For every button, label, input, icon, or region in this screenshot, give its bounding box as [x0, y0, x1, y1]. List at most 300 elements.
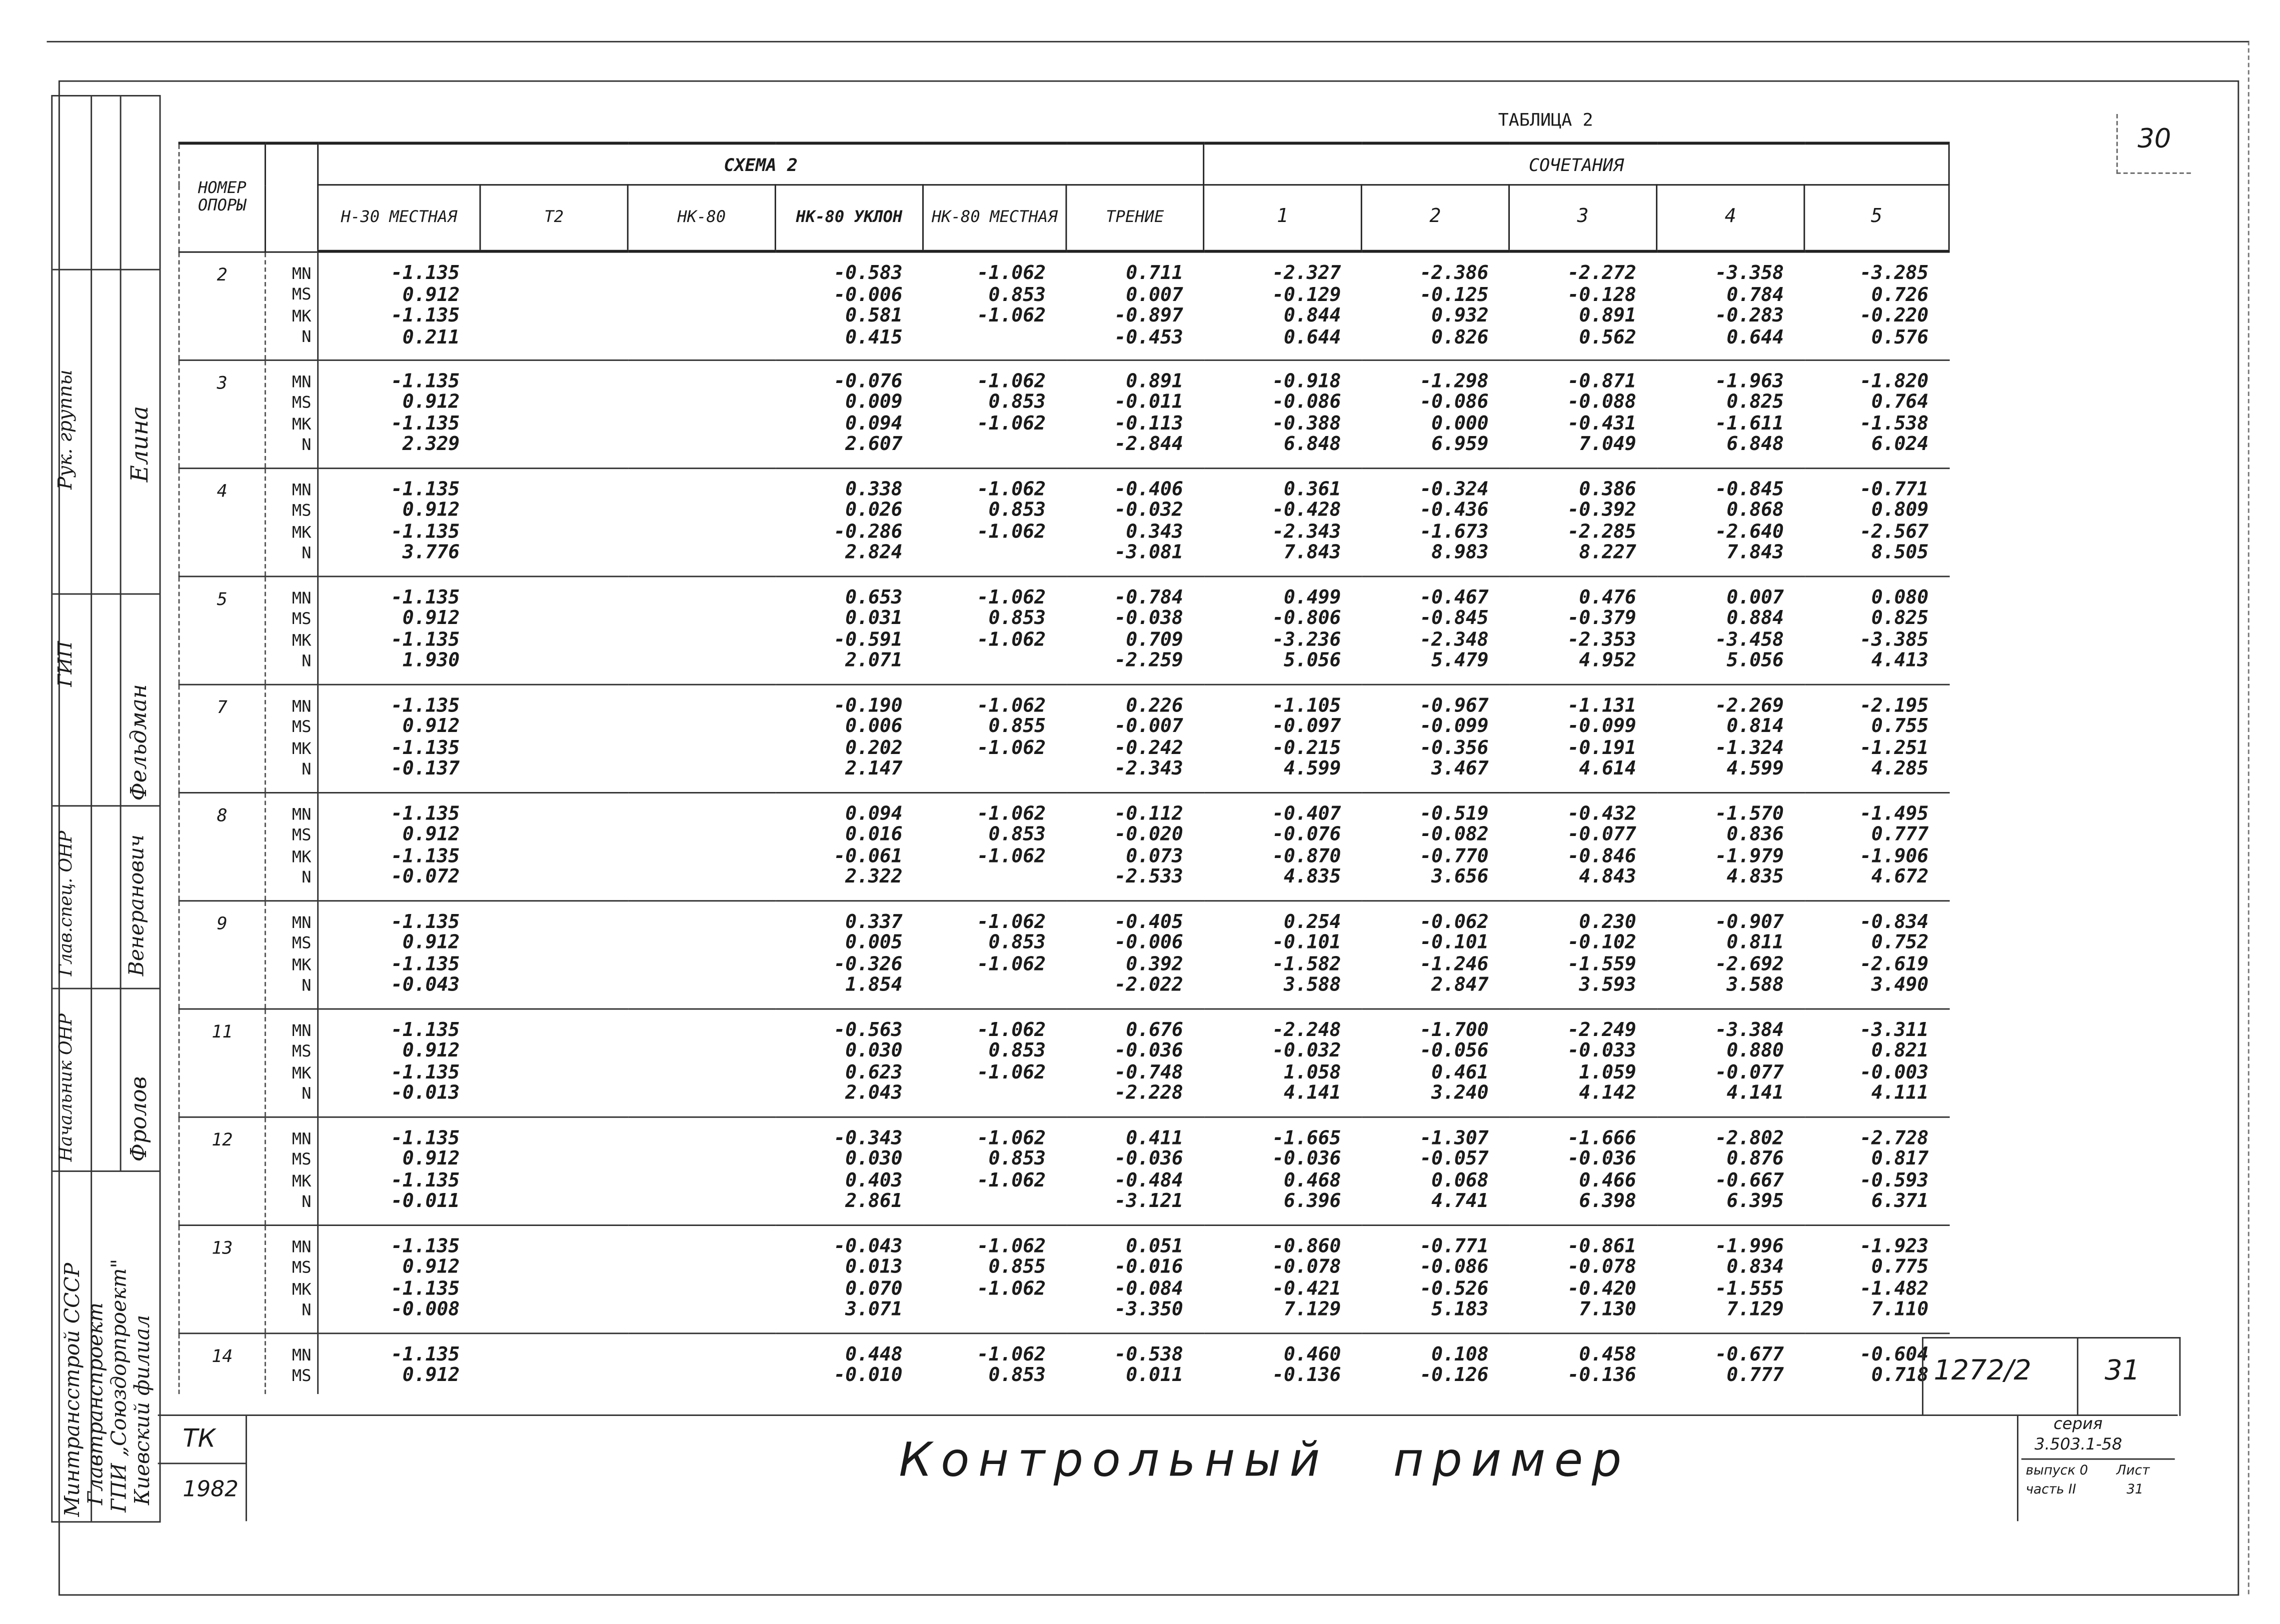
value: -3.121 — [1114, 1190, 1183, 1213]
value — [628, 307, 775, 328]
value-cell — [775, 1116, 923, 1224]
load-labels — [265, 1116, 318, 1224]
value — [628, 1150, 775, 1171]
value-cell — [923, 792, 1066, 900]
role-chief-engineer: ГИП — [56, 641, 78, 687]
value: -0.056 — [1420, 1040, 1489, 1062]
value: -0.057 — [1420, 1148, 1489, 1170]
value — [628, 544, 775, 564]
value — [628, 1237, 775, 1258]
table-row — [179, 1008, 1949, 1116]
value: -0.011 — [391, 1190, 460, 1213]
value: -0.356 — [1420, 737, 1489, 760]
load-labels — [265, 684, 318, 792]
value: 0.254 — [1284, 911, 1341, 934]
value-cell — [480, 1224, 628, 1332]
load-label: MN — [292, 1128, 312, 1148]
value: -1.298 — [1420, 370, 1489, 392]
value: 6.024 — [1871, 434, 1929, 456]
value: -0.519 — [1420, 802, 1489, 825]
value: 4.835 — [1726, 866, 1784, 888]
value: -0.016 — [1114, 1256, 1183, 1279]
value — [480, 912, 628, 934]
value: 0.031 — [845, 608, 903, 630]
value: -0.036 — [1567, 1148, 1636, 1170]
value: 0.411 — [1126, 1127, 1183, 1150]
value — [923, 544, 1066, 564]
value-cell — [1204, 1332, 1362, 1394]
value: -0.043 — [834, 1235, 903, 1258]
value: 0.581 — [845, 305, 903, 328]
value: 0.653 — [845, 586, 903, 609]
value: 0.912 — [402, 716, 460, 738]
value: -1.135 — [391, 737, 460, 760]
value: 0.876 — [1726, 1148, 1784, 1170]
value: -0.011 — [1114, 392, 1183, 414]
value-cell — [480, 360, 628, 468]
value-cell — [775, 684, 923, 792]
value: -1.135 — [391, 1344, 460, 1366]
value: -1.135 — [391, 1278, 460, 1300]
table-row — [179, 1116, 1949, 1224]
part-sheet: 31 — [2126, 1483, 2143, 1498]
value: 0.392 — [1126, 953, 1183, 976]
value: 0.007 — [1126, 284, 1183, 306]
column-header: 1 — [1204, 185, 1362, 252]
value: -2.343 — [1114, 758, 1183, 780]
value: -2.327 — [1272, 263, 1341, 285]
load-label: MN — [292, 1236, 312, 1256]
value: 6.395 — [1726, 1190, 1784, 1213]
value-cell — [1657, 900, 1804, 1008]
load-label: MN — [292, 912, 312, 932]
value: 0.576 — [1871, 326, 1929, 349]
value: 4.142 — [1579, 1082, 1636, 1105]
load-label: MS — [292, 393, 312, 412]
value: -0.242 — [1114, 737, 1183, 760]
value: 0.814 — [1726, 716, 1784, 738]
value: -1.820 — [1859, 370, 1929, 392]
value — [628, 372, 775, 393]
value: 0.013 — [845, 1256, 903, 1279]
value-cell — [1204, 1116, 1362, 1224]
value: -0.343 — [834, 1127, 903, 1150]
load-label: N — [302, 1084, 312, 1104]
value-cell — [1657, 792, 1804, 900]
value — [480, 1171, 628, 1192]
value: -0.036 — [1114, 1148, 1183, 1170]
value-cell — [1657, 468, 1804, 576]
value: -0.967 — [1420, 694, 1489, 717]
value: 2.329 — [402, 434, 460, 456]
value: 0.386 — [1579, 478, 1636, 500]
value: 3.588 — [1726, 974, 1784, 997]
value: -1.135 — [391, 1019, 460, 1042]
value: -2.386 — [1420, 263, 1489, 285]
value-cell — [1804, 1008, 1949, 1116]
value: 7.130 — [1579, 1299, 1636, 1321]
value: -1.307 — [1420, 1127, 1489, 1150]
value-cell — [1066, 684, 1204, 792]
value — [628, 1129, 775, 1150]
value: 3.071 — [845, 1299, 903, 1321]
value: -2.728 — [1859, 1127, 1929, 1150]
support-number: 2 — [179, 252, 265, 360]
value: 0.891 — [1579, 305, 1636, 328]
value-cell — [923, 684, 1066, 792]
value-cell — [1066, 1332, 1204, 1394]
load-label: MS — [292, 934, 312, 953]
value-cell — [480, 468, 628, 576]
value: -1.062 — [977, 305, 1046, 328]
load-label: MN — [292, 1020, 312, 1040]
value — [628, 652, 775, 672]
value: -0.125 — [1420, 284, 1489, 306]
value: -0.918 — [1272, 370, 1341, 392]
value — [480, 738, 628, 760]
value: -2.619 — [1859, 953, 1929, 976]
value: -0.526 — [1420, 1278, 1489, 1300]
value: -2.692 — [1715, 953, 1784, 976]
value — [480, 1192, 628, 1214]
value: 0.817 — [1871, 1148, 1929, 1170]
value: -0.086 — [1272, 392, 1341, 414]
value — [480, 955, 628, 976]
value: 0.026 — [845, 500, 903, 522]
value: 6.848 — [1726, 434, 1784, 456]
value: 1.059 — [1579, 1062, 1636, 1084]
value: 0.644 — [1284, 326, 1341, 349]
value-cell — [318, 468, 480, 576]
value: 7.110 — [1871, 1299, 1929, 1321]
load-label: MN — [292, 804, 312, 824]
load-label: N — [302, 1192, 312, 1212]
value: 0.361 — [1284, 478, 1341, 500]
column-header: 2 — [1361, 185, 1509, 252]
value: -1.062 — [977, 1278, 1046, 1300]
value — [628, 588, 775, 609]
value: 0.202 — [845, 737, 903, 760]
load-label: MS — [292, 717, 312, 736]
value: 0.623 — [845, 1062, 903, 1084]
value: -1.996 — [1715, 1235, 1784, 1258]
value: 0.415 — [845, 326, 903, 349]
value: -2.348 — [1420, 629, 1489, 651]
value: 6.371 — [1871, 1190, 1929, 1213]
value: -2.285 — [1567, 520, 1636, 543]
title-code: ТК — [183, 1424, 216, 1454]
value: 0.912 — [402, 824, 460, 846]
value: 0.094 — [845, 412, 903, 435]
value: -2.802 — [1715, 1127, 1784, 1150]
value: -0.062 — [1420, 911, 1489, 934]
value-cell — [480, 684, 628, 792]
value: -1.062 — [977, 694, 1046, 717]
value: 0.844 — [1284, 305, 1341, 328]
value-cell — [628, 684, 775, 792]
value: -1.665 — [1272, 1127, 1341, 1150]
value: -0.137 — [391, 758, 460, 780]
value: -0.084 — [1114, 1278, 1183, 1300]
load-label: N — [302, 652, 312, 671]
value: 0.006 — [845, 716, 903, 738]
value-cell — [1804, 1116, 1949, 1224]
support-number: 12 — [179, 1116, 265, 1224]
value: 0.016 — [845, 824, 903, 846]
value: -2.353 — [1567, 629, 1636, 651]
value-cell — [1204, 792, 1362, 900]
value-cell — [480, 252, 628, 360]
value-cell — [1509, 1008, 1656, 1116]
value: -0.583 — [834, 263, 903, 285]
value-cell — [923, 1116, 1066, 1224]
load-labels — [265, 468, 318, 576]
value: -1.963 — [1715, 370, 1784, 392]
org-glavtransproekt: Главтранспроект — [85, 1302, 109, 1506]
value-cell — [1509, 1116, 1656, 1224]
value: -1.062 — [977, 370, 1046, 392]
name-elina: Елина — [126, 406, 154, 482]
value-cell — [480, 900, 628, 1008]
value: 0.030 — [845, 1040, 903, 1062]
value: 6.396 — [1284, 1190, 1341, 1213]
value: 3.593 — [1579, 974, 1636, 997]
value: 7.129 — [1284, 1299, 1341, 1321]
value: 0.005 — [845, 932, 903, 954]
value: 0.030 — [845, 1148, 903, 1170]
value: -0.008 — [391, 1299, 460, 1321]
value: -1.105 — [1272, 694, 1341, 717]
value-cell — [1204, 252, 1362, 360]
value: 0.070 — [845, 1278, 903, 1300]
load-label: MN — [292, 696, 312, 716]
value: 0.912 — [402, 1040, 460, 1062]
value: 7.843 — [1284, 542, 1341, 564]
value: 0.912 — [402, 1364, 460, 1387]
value — [480, 393, 628, 414]
value: -1.906 — [1859, 845, 1929, 868]
value: -0.220 — [1859, 305, 1929, 328]
value-cell — [480, 792, 628, 900]
value: -0.072 — [391, 866, 460, 888]
value: -0.593 — [1859, 1170, 1929, 1192]
value: -0.392 — [1567, 500, 1636, 522]
value: 1.930 — [402, 650, 460, 672]
value — [923, 760, 1066, 781]
value-cell — [480, 1116, 628, 1224]
value — [480, 522, 628, 544]
series-label: серия — [2053, 1414, 2103, 1434]
value: -1.062 — [977, 911, 1046, 934]
value: 0.752 — [1871, 932, 1929, 954]
value: -1.135 — [391, 370, 460, 392]
value: -1.062 — [977, 586, 1046, 609]
value: -0.043 — [391, 974, 460, 997]
value-cell — [1361, 900, 1509, 1008]
value: -0.326 — [834, 953, 903, 976]
load-label: MN — [292, 264, 312, 283]
value-cell — [923, 252, 1066, 360]
value — [628, 1171, 775, 1192]
value: -1.611 — [1715, 412, 1784, 435]
value — [923, 436, 1066, 456]
load-label: MS — [292, 1042, 312, 1061]
value: -1.135 — [391, 263, 460, 285]
value-cell — [1066, 1224, 1204, 1332]
sheet-number: 31 — [2104, 1354, 2140, 1387]
value-cell — [318, 252, 480, 360]
value: -1.062 — [977, 1127, 1046, 1150]
value: -0.076 — [1272, 824, 1341, 846]
org-kiev-branch: Киевский филиал — [132, 1314, 155, 1506]
value: 0.853 — [988, 500, 1046, 522]
value: -0.036 — [1114, 1040, 1183, 1062]
value-cell — [628, 360, 775, 468]
value: -1.135 — [391, 953, 460, 976]
value: -0.013 — [391, 1082, 460, 1105]
value-cell — [480, 1008, 628, 1116]
table-row — [179, 252, 1949, 360]
value: -1.538 — [1859, 412, 1929, 435]
value: 0.834 — [1726, 1256, 1784, 1279]
value — [480, 480, 628, 501]
value: 0.932 — [1431, 305, 1489, 328]
value: -1.062 — [977, 953, 1046, 976]
value: 0.777 — [1726, 1364, 1784, 1387]
load-labels — [265, 252, 318, 360]
load-label: MK — [292, 306, 312, 326]
value — [480, 804, 628, 826]
value: 0.821 — [1871, 1040, 1929, 1062]
value: 4.599 — [1726, 758, 1784, 780]
value: -3.358 — [1715, 263, 1784, 285]
value: -0.388 — [1272, 412, 1341, 435]
value: -0.128 — [1567, 284, 1636, 306]
value-cell — [1066, 900, 1204, 1008]
value: -2.567 — [1859, 520, 1929, 543]
value: 2.322 — [845, 866, 903, 888]
value: -1.135 — [391, 305, 460, 328]
value: 4.111 — [1871, 1082, 1929, 1105]
value: 6.959 — [1431, 434, 1489, 456]
value-cell — [1066, 792, 1204, 900]
value-cell — [1804, 684, 1949, 792]
load-labels — [265, 576, 318, 684]
support-number: 7 — [179, 684, 265, 792]
value: 0.338 — [845, 478, 903, 500]
value: -0.784 — [1114, 586, 1183, 609]
load-label: MS — [292, 1150, 312, 1169]
value-cell — [1204, 468, 1362, 576]
value: -0.077 — [1567, 824, 1636, 846]
value: -0.003 — [1859, 1062, 1929, 1084]
value-cell — [1204, 900, 1362, 1008]
value: 0.000 — [1431, 412, 1489, 435]
value: 3.240 — [1431, 1082, 1489, 1105]
value: 4.835 — [1284, 866, 1341, 888]
value — [480, 286, 628, 306]
value: -0.136 — [1567, 1364, 1636, 1387]
value: -2.640 — [1715, 520, 1784, 543]
value — [480, 414, 628, 436]
value — [480, 976, 628, 997]
value: -0.907 — [1715, 911, 1784, 934]
value: -1.135 — [391, 911, 460, 934]
load-label: MK — [292, 846, 312, 866]
value: 8.505 — [1871, 542, 1929, 564]
value: -0.099 — [1420, 716, 1489, 738]
load-label: MS — [292, 1366, 312, 1386]
value-cell — [775, 1224, 923, 1332]
value-cell — [1066, 468, 1204, 576]
value-cell — [318, 900, 480, 1008]
value: -0.845 — [1715, 478, 1784, 500]
value: 3.490 — [1871, 974, 1929, 997]
support-number: 11 — [179, 1008, 265, 1116]
value-cell — [1657, 1224, 1804, 1332]
value: 0.912 — [402, 1148, 460, 1170]
value: -0.861 — [1567, 1235, 1636, 1258]
value: 0.709 — [1126, 629, 1183, 651]
header-scheme-group: СХЕМА 2 — [318, 143, 1204, 184]
value-cell — [1804, 252, 1949, 360]
value: -1.135 — [391, 1127, 460, 1150]
value: -0.086 — [1420, 392, 1489, 414]
value — [628, 955, 775, 976]
results-table — [179, 142, 1950, 1394]
value: -0.677 — [1715, 1344, 1784, 1366]
load-label: N — [302, 868, 312, 887]
value: 0.853 — [988, 284, 1046, 306]
value: -2.269 — [1715, 694, 1784, 717]
support-number: 9 — [179, 900, 265, 1008]
value: -1.062 — [977, 737, 1046, 760]
value: -0.099 — [1567, 716, 1636, 738]
load-label: MN — [292, 372, 312, 391]
value-cell — [628, 468, 775, 576]
header-load-type — [265, 143, 318, 251]
value: 0.775 — [1871, 1256, 1929, 1279]
value — [628, 696, 775, 718]
value: -0.431 — [1567, 412, 1636, 435]
value: 5.479 — [1431, 650, 1489, 672]
name-feldman: Фельдман — [126, 684, 152, 801]
value: -0.112 — [1114, 802, 1183, 825]
value — [628, 1192, 775, 1214]
value-cell — [628, 252, 775, 360]
column-header: 5 — [1804, 185, 1949, 252]
value: -0.101 — [1272, 932, 1341, 954]
value-cell — [775, 360, 923, 468]
value: -0.006 — [834, 284, 903, 306]
value: -1.062 — [977, 1170, 1046, 1192]
value: -1.062 — [977, 1235, 1046, 1258]
value — [480, 372, 628, 393]
value: 0.726 — [1871, 284, 1929, 306]
value-cell — [923, 360, 1066, 468]
value: -1.570 — [1715, 802, 1784, 825]
value: -0.032 — [1114, 500, 1183, 522]
value: -1.062 — [977, 478, 1046, 500]
value: -0.420 — [1567, 1278, 1636, 1300]
value: -0.101 — [1420, 932, 1489, 954]
value: 0.912 — [402, 392, 460, 414]
load-label: MK — [292, 630, 312, 650]
value: -2.022 — [1114, 974, 1183, 997]
value — [480, 718, 628, 738]
value: 0.853 — [988, 608, 1046, 630]
value: -1.700 — [1420, 1019, 1489, 1042]
